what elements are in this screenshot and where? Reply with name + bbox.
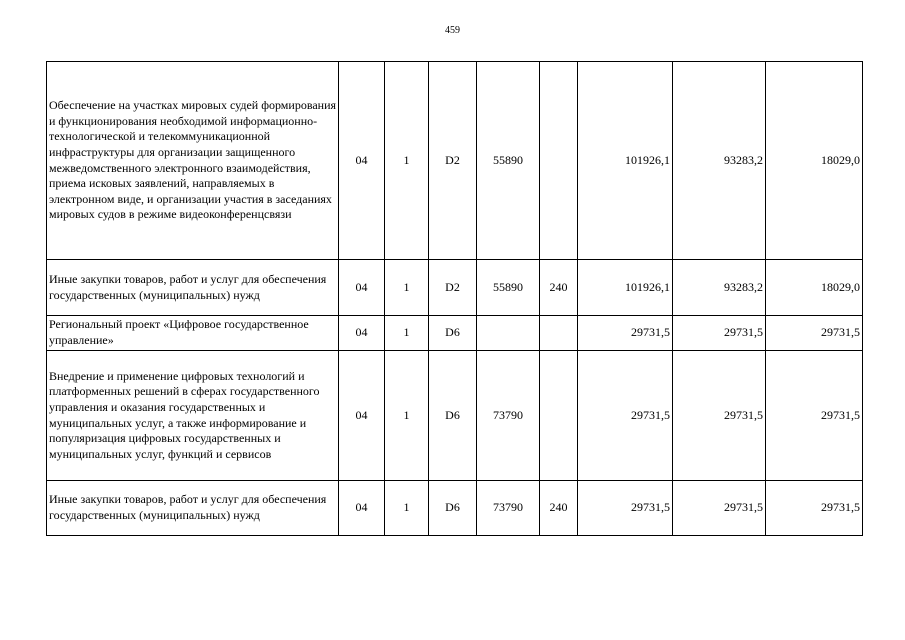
page-number: 459 [445,25,460,36]
row-amount-2: 93283,2 [673,62,766,260]
row-code-direction: 73790 [477,481,540,536]
row-code-direction [477,316,540,351]
row-amount-1: 29731,5 [578,316,673,351]
table-row [47,260,863,316]
row-name: Региональный проект «Цифровое государственное управление» [47,316,339,351]
row-name: Внедрение и применение цифровых технологий и платформенных решений в сферах государственного управления и оказания государственных и муниципальных услуг, а также информирование и популяризация цифровых государственных и муниципальных услуг, функций и сервисов [47,351,339,481]
row-code-section: 04 [339,260,385,316]
row-code-subprogram: D6 [429,351,477,481]
row-code-direction: 55890 [477,62,540,260]
row-code-expense-type [540,351,578,481]
row-code-expense-type: 240 [540,260,578,316]
row-name: Иные закупки товаров, работ и услуг для обеспечения государственных (муниципальных) нужд [47,260,339,316]
row-name: Обеспечение на участках мировых судей формирования и функционирования необходимой информационно-технологической и телекоммуникационной инфраструктуры для организации защищенного межведомственного электронного взаимодействия, приема исковых заявлений, направляемых в электронном виде, и организации участия в заседаниях мировых судов в режиме видеоконференцсвязи [47,62,339,260]
row-amount-2: 29731,5 [673,316,766,351]
row-code-expense-type [540,62,578,260]
row-code-direction: 55890 [477,260,540,316]
row-code-subprogram: D6 [429,481,477,536]
row-amount-1: 101926,1 [578,62,673,260]
row-amount-2: 29731,5 [673,351,766,481]
table-row [47,351,863,481]
row-code-program: 1 [385,62,429,260]
row-code-section: 04 [339,62,385,260]
row-code-section: 04 [339,481,385,536]
row-code-program: 1 [385,260,429,316]
row-amount-2: 93283,2 [673,260,766,316]
row-code-subprogram: D6 [429,316,477,351]
row-amount-3: 29731,5 [766,316,863,351]
row-code-expense-type [540,316,578,351]
row-amount-3: 18029,0 [766,260,863,316]
table-row [47,62,863,260]
row-code-program: 1 [385,481,429,536]
row-amount-3: 29731,5 [766,481,863,536]
budget-table [46,61,863,536]
row-amount-3: 29731,5 [766,351,863,481]
row-code-subprogram: D2 [429,260,477,316]
row-code-section: 04 [339,351,385,481]
row-code-program: 1 [385,316,429,351]
row-code-section: 04 [339,316,385,351]
row-amount-1: 29731,5 [578,351,673,481]
table-row [47,316,863,351]
row-amount-1: 29731,5 [578,481,673,536]
row-amount-3: 18029,0 [766,62,863,260]
row-amount-1: 101926,1 [578,260,673,316]
row-code-program: 1 [385,351,429,481]
row-code-expense-type: 240 [540,481,578,536]
row-code-direction: 73790 [477,351,540,481]
row-code-subprogram: D2 [429,62,477,260]
row-name: Иные закупки товаров, работ и услуг для обеспечения государственных (муниципальных) нужд [47,481,339,536]
table-row [47,481,863,536]
row-amount-2: 29731,5 [673,481,766,536]
